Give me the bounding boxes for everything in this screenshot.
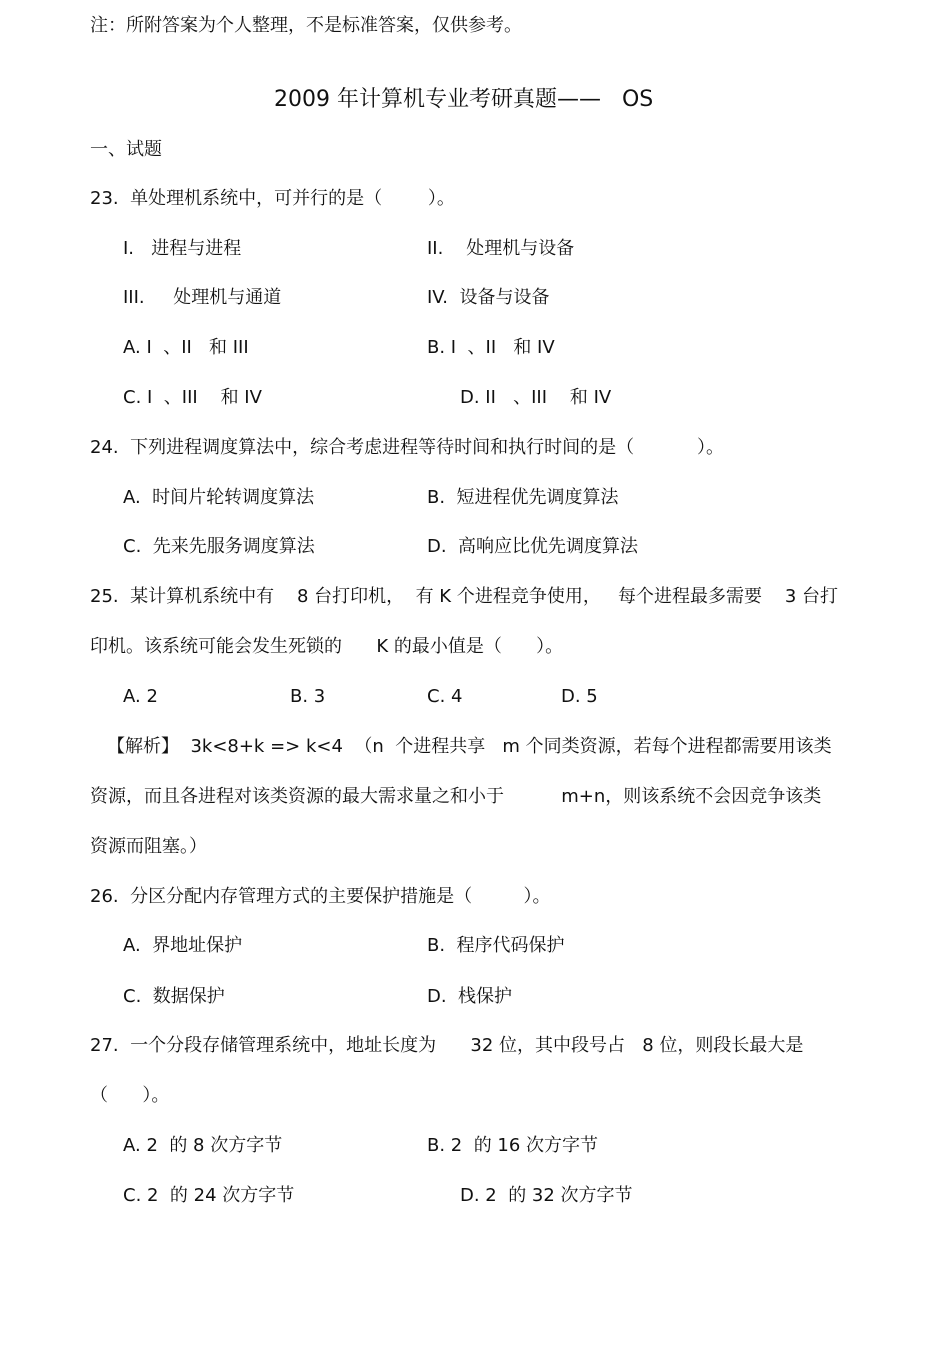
q27-option-d: D. 2 的 32 次方字节	[460, 1185, 633, 1206]
question-25-stem-line1: 25. 某计算机系统中有 8 台打印机， 有 K 个进程竞争使用， 每个进程最多需要 3 台打	[90, 586, 839, 607]
q23-item-2: II. 处理机与设备	[427, 238, 575, 259]
section-heading: 一、试题	[90, 139, 162, 160]
q23-option-d: D. II 、III 和 IV	[460, 387, 612, 408]
q23-option-a: A. I 、II 和 III	[123, 337, 249, 358]
q25-analysis-line3: 资源而阻塞。）	[90, 836, 207, 857]
q23-item-4: IV. 设备与设备	[427, 287, 550, 308]
q27-option-a: A. 2 的 8 次方字节	[123, 1135, 283, 1156]
disclaimer-note: 注：所附答案为个人整理，不是标准答案，仅供参考。	[90, 15, 522, 36]
q23-option-b: B. I 、II 和 IV	[427, 337, 555, 358]
q25-analysis-line2: 资源，而且各进程对该类资源的最大需求量之和小于 m+n，则该系统不会因竞争该类	[90, 786, 822, 807]
q24-option-c: C. 先来先服务调度算法	[123, 536, 315, 557]
q23-option-c: C. I 、III 和 IV	[123, 387, 262, 408]
q25-option-a: A. 2	[123, 686, 158, 707]
q26-option-b: B. 程序代码保护	[427, 935, 565, 956]
q25-option-c: C. 4	[427, 686, 463, 707]
q26-option-a: A. 界地址保护	[123, 935, 243, 956]
question-24-stem: 24. 下列进程调度算法中，综合考虑进程等待时间和执行时间的是（ ）。	[90, 437, 725, 458]
page-title: 2009 年计算机专业考研真题—— OS	[274, 87, 654, 112]
q23-item-1: I. 进程与进程	[123, 238, 242, 259]
q27-option-b: B. 2 的 16 次方字节	[427, 1135, 599, 1156]
q24-option-d: D. 高响应比优先调度算法	[427, 536, 639, 557]
q26-option-d: D. 栈保护	[427, 986, 513, 1007]
q23-item-3: III. 处理机与通道	[123, 287, 282, 308]
q24-option-b: B. 短进程优先调度算法	[427, 487, 619, 508]
question-27-stem-line2: （ ）。	[90, 1085, 170, 1106]
q25-option-b: B. 3	[290, 686, 326, 707]
q24-option-a: A. 时间片轮转调度算法	[123, 487, 315, 508]
question-27-stem-line1: 27. 一个分段存储管理系统中，地址长度为 32 位，其中段号占 8 位，则段长最大是	[90, 1035, 804, 1056]
question-26-stem: 26. 分区分配内存管理方式的主要保护措施是（ ）。	[90, 886, 551, 907]
q26-option-c: C. 数据保护	[123, 986, 225, 1007]
q27-option-c: C. 2 的 24 次方字节	[123, 1185, 295, 1206]
question-25-stem-line2: 印机。该系统可能会发生死锁的 K 的最小值是（ ）。	[90, 636, 564, 657]
q25-analysis-line1: 【解析】 3k<8+k => k<4 （n 个进程共享 m 个同类资源，若每个进程都需要用该类	[107, 736, 832, 757]
question-23-stem: 23. 单处理机系统中，可并行的是（ ）。	[90, 188, 455, 209]
q25-option-d: D. 5	[561, 686, 598, 707]
